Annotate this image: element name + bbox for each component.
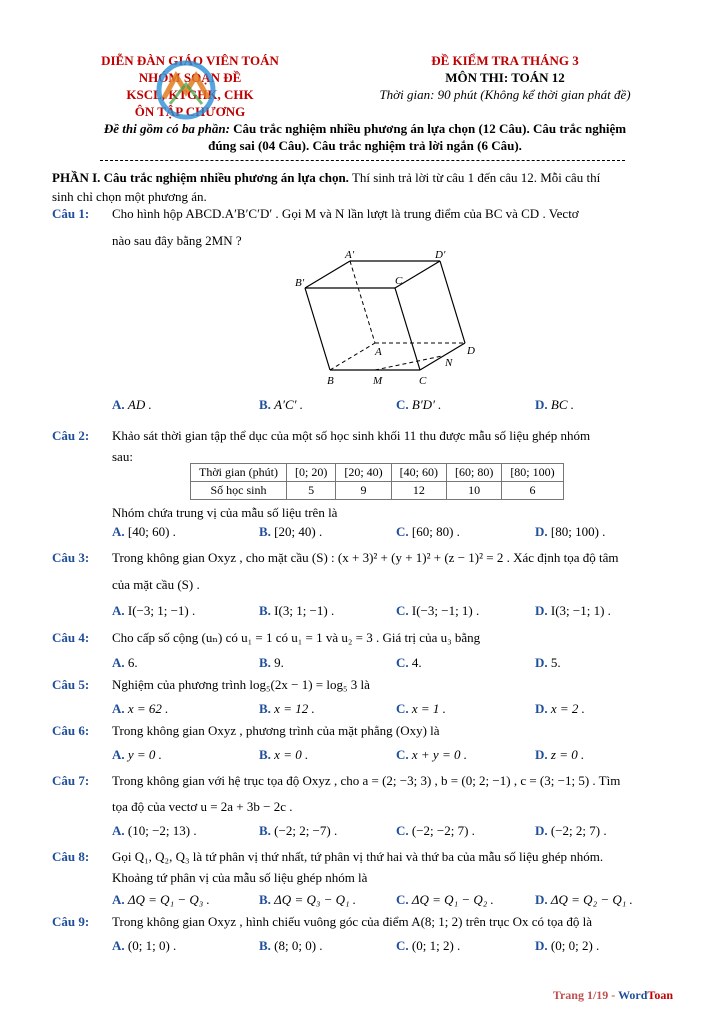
q1-option-a[interactable]: A. AD . (112, 397, 152, 412)
label-d: D (467, 345, 475, 357)
q2-option-a[interactable]: A. [40; 60) . (112, 524, 176, 539)
review-line: ÔN TẬP CHƯƠNG (134, 104, 246, 119)
table-cell: 5 (287, 482, 336, 500)
q6-option-a[interactable]: A. y = 0 . (112, 747, 162, 762)
q1-option-d[interactable]: D. BC . (535, 397, 575, 412)
label-d-prime: D′ (435, 249, 446, 261)
q6-option-b[interactable]: B. x = 0 . (259, 747, 309, 762)
q6-option-c[interactable]: C. x + y = 0 . (396, 747, 467, 762)
q9-option-b[interactable]: B. (8; 0; 0) . (259, 938, 323, 953)
q3-option-b[interactable]: B. I(3; 1; −1) . (259, 603, 335, 618)
q7-label: Câu 7: (52, 773, 90, 788)
label-b: B (327, 375, 334, 387)
q4-label: Câu 4: (52, 630, 90, 645)
q2-line1: Khảo sát thời gian tập thể dục của một số học sinh khối 11 thu được mẫu số liệu ghép nhóm (112, 428, 591, 443)
q8-option-a[interactable]: A. ΔQ = Q₁ − Q₃ . (112, 892, 210, 907)
exam-title: ĐỀ KIỂM TRA THÁNG 3 (431, 53, 579, 68)
brand-toan: Toan (647, 988, 673, 1002)
q5-line1: Nghiệm của phương trình log₅(2x − 1) = log₅ 3 là (112, 677, 370, 692)
q5-option-c[interactable]: C. x = 1 . (396, 701, 446, 716)
table-cell: [0; 20) (287, 464, 336, 482)
data-table (190, 463, 564, 500)
q2-option-b[interactable]: B. [20; 40) . (259, 524, 323, 539)
q7-option-d[interactable]: D. (−2; 2; 7) . (535, 823, 607, 838)
q4-line1: Cho cấp số cộng (uₙ) có u₁ = 1 có u₁ = 1 và u₂ = 3 . Giá trị của u₃ bằng (112, 630, 481, 645)
q7-text (112, 770, 672, 817)
q8-option-d[interactable]: D. ΔQ = Q₂ − Q₁ . (535, 892, 633, 907)
brand-word: Word (618, 988, 648, 1002)
label-b-prime: B′ (295, 277, 305, 289)
label-n: N (445, 357, 453, 369)
q3-label: Câu 3: (52, 550, 90, 565)
q8-option-b[interactable]: B. ΔQ = Q₃ − Q₁ . (259, 892, 357, 907)
q8-text (112, 846, 672, 888)
exam-structure (60, 120, 670, 154)
part1-title: PHẦN I. Câu trắc nghiệm nhiều phương án lựa chọn. (52, 170, 349, 185)
q1-line2: nào sau đây bằng 2MN ? (112, 233, 242, 248)
q3-line1: Trong không gian Oxyz , cho mặt cầu (S) : (x + 3)² + (y + 1)² + (z − 1)² = 2 . Xác định tọa độ tâm (112, 550, 619, 565)
q2-option-c[interactable]: C. [60; 80) . (396, 524, 460, 539)
q7-option-b[interactable]: B. (−2; 2; −7) . (259, 823, 338, 838)
q7-line2: tọa độ của vectơ u = 2a + 3b − 2c . (112, 799, 293, 814)
q2-line3: Nhóm chứa trung vị của mẫu số liệu trên là (112, 505, 338, 520)
exam-types: KSCL, KTGHK, CHK (126, 87, 254, 102)
q1-label: Câu 1: (52, 206, 90, 221)
table-cell: [60; 80) (446, 464, 501, 482)
part1-heading (52, 168, 672, 206)
logo-icon (150, 58, 222, 120)
q7-option-c[interactable]: C. (−2; −2; 7) . (396, 823, 475, 838)
q8-label: Câu 8: (52, 849, 90, 864)
q8-line2: Khoảng tứ phân vị của mẫu số liệu ghép nhóm là (112, 870, 368, 885)
exam-time: Thời gian: 90 phút (Không kể thời gian phát đề) (379, 87, 631, 102)
q3-option-d[interactable]: D. I(3; −1; 1) . (535, 603, 611, 618)
header-right (345, 52, 665, 103)
table-cell: 9 (336, 482, 391, 500)
table-cell: [20; 40) (336, 464, 391, 482)
q6-label: Câu 6: (52, 723, 90, 738)
group-name: NHÓM SOẠN ĐỀ (138, 70, 242, 85)
q2-label: Câu 2: (52, 428, 90, 443)
label-a: A (375, 346, 382, 358)
label-c: C (419, 375, 427, 387)
q4-option-b[interactable]: B. 9. (259, 655, 284, 670)
table-head-students: Số học sinh (191, 482, 287, 500)
q9-option-d[interactable]: D. (0; 0; 2) . (535, 938, 600, 953)
q1-option-b[interactable]: B. A′C′ . (259, 397, 303, 412)
q5-option-a[interactable]: A. x = 62 . (112, 701, 169, 716)
part1-instr2: sinh chỉ chọn một phương án. (52, 189, 207, 204)
structure-line1: Câu trắc nghiệm nhiều phương án lựa chọn (12 Câu). Câu trắc nghiệm (229, 121, 627, 136)
q3-option-a[interactable]: A. I(−3; 1; −1) . (112, 603, 196, 618)
q3-line2: của mặt cầu (S) . (112, 577, 200, 592)
q4-option-a[interactable]: A. 6. (112, 655, 138, 670)
structure-line2: đúng sai (04 Câu). Câu trắc nghiệm trả lời ngắn (6 Câu). (208, 138, 522, 153)
q6-option-d[interactable]: D. z = 0 . (535, 747, 585, 762)
table-head-time: Thời gian (phút) (191, 464, 287, 482)
q1-line1: Cho hình hộp ABCD.A′B′C′D′ . Gọi M và N lần lượt là trung điểm của BC và CD . Vectơ (112, 206, 579, 221)
q7-line1: Trong không gian với hệ trục tọa độ Oxyz , cho a = (2; −3; 3) , b = (0; 2; −1) , c = (3; −1; 5) . Tìm (112, 773, 621, 788)
exam-subject: MÔN THI: TOÁN 12 (445, 70, 565, 85)
q5-option-d[interactable]: D. x = 2 . (535, 701, 585, 716)
q2-line2: sau: (112, 449, 133, 464)
page-number: Trang 1/19 - (552, 988, 619, 1002)
q2-option-d[interactable]: D. [80; 100) . (535, 524, 606, 539)
parallelepiped-figure (295, 248, 485, 388)
q4-option-d[interactable]: D. 5. (535, 655, 561, 670)
q5-label: Câu 5: (52, 677, 90, 692)
label-m: M (373, 375, 383, 387)
q9-option-a[interactable]: A. (0; 1; 0) . (112, 938, 177, 953)
q7-option-a[interactable]: A. (10; −2; 13) . (112, 823, 197, 838)
label-a-prime: A′ (345, 249, 355, 261)
q9-option-c[interactable]: C. (0; 1; 2) . (396, 938, 461, 953)
structure-prefix: Đề thi gồm có ba phần: (103, 121, 230, 136)
q9-label: Câu 9: (52, 914, 90, 929)
q5-option-b[interactable]: B. x = 12 . (259, 701, 315, 716)
q3-option-c[interactable]: C. I(−3; −1; 1) . (396, 603, 480, 618)
q9-line1: Trong không gian Oxyz , hình chiếu vuông góc của điểm A(8; 1; 2) trên trục Ox có tọa độ là (112, 914, 593, 929)
part1-instr: Thí sinh trả lời từ câu 1 đến câu 12. Mỗi câu thí (348, 170, 601, 185)
table-cell: [80; 100) (502, 464, 563, 482)
forum-name: DIỄN ĐÀN GIÁO VIÊN TOÁN (101, 53, 279, 68)
q1-option-c[interactable]: C. B′D′ . (396, 397, 442, 412)
label-c-prime: C (395, 275, 403, 287)
q4-option-c[interactable]: C. 4. (396, 655, 422, 670)
q1-text (112, 203, 672, 251)
divider (100, 160, 625, 161)
q8-line1: Gọi Q₁, Q₂, Q₃ là tứ phân vị thứ nhất, tứ phân vị thứ hai và thứ ba của mẫu số liệu ghép nhóm. (112, 849, 604, 864)
table-cell: [40; 60) (391, 464, 446, 482)
page-footer (553, 988, 673, 1003)
q2-text (112, 425, 672, 467)
q8-option-c[interactable]: C. ΔQ = Q₁ − Q₂ . (396, 892, 494, 907)
table-cell: 10 (446, 482, 501, 500)
q3-text (112, 547, 672, 595)
table-cell: 6 (502, 482, 563, 500)
q6-line1: Trong không gian Oxyz , phương trình của mặt phẳng (Oxy) là (112, 723, 440, 738)
table-cell: 12 (391, 482, 446, 500)
